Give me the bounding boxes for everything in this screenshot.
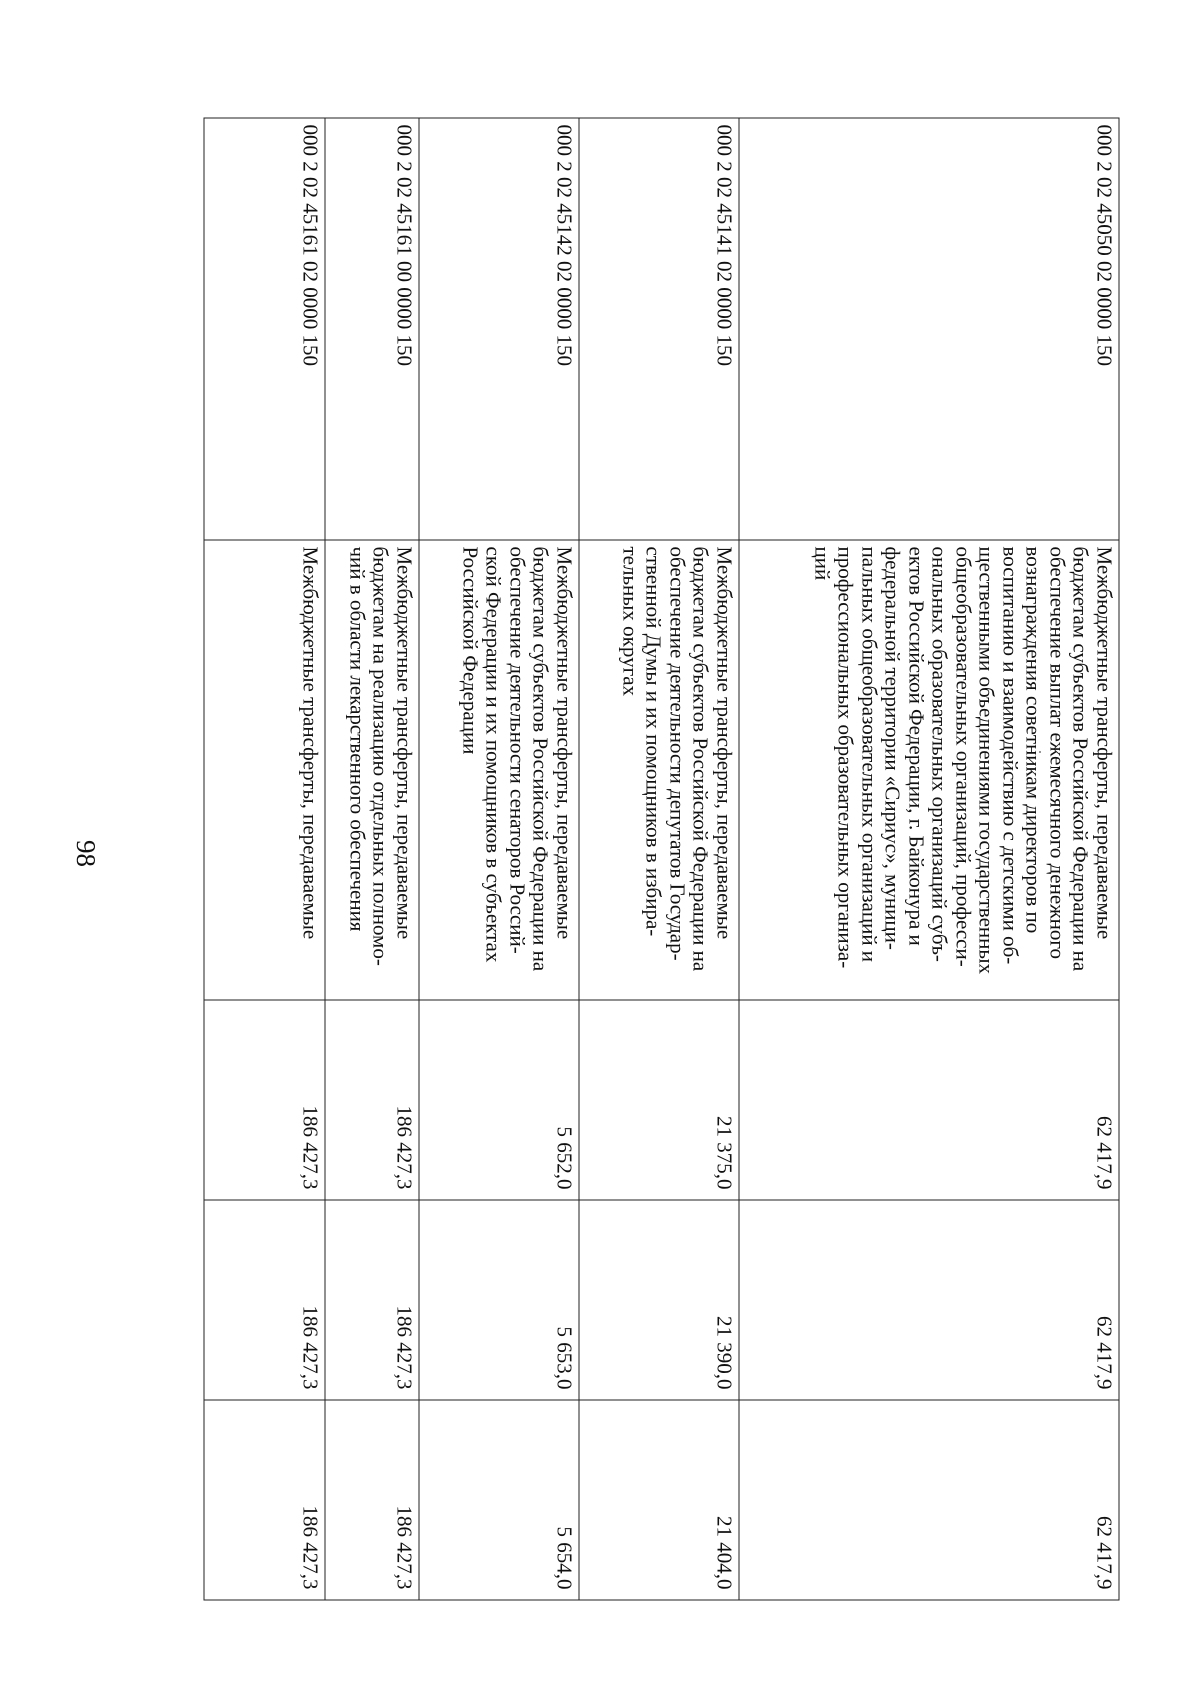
amount-year-2-cell: 186 427,3 <box>204 1200 325 1400</box>
amount-year-1-cell: 186 427,3 <box>204 1000 325 1200</box>
amount-year-2-cell: 186 427,3 <box>325 1200 419 1400</box>
amount-year-1-cell: 21 375,0 <box>579 1000 739 1200</box>
transfer-description-cell: Межбюджетные трансферты, передаваемые бюджетам субъектов Российской Федерации на обеспечение выплат ежемесячного денежного вознаграждения советникам директоров по воспитанию и взаимодействию с детскими об- щественными объединениями государственных общеобразовательных организаций, професси- ональных образовательных организаций субъ- ектов Российской Федерации, г. Байконура и федеральной территории «Сириус», муници- пальных общеобразовательных организаций и профессиональных образовательных организа- ций <box>739 540 1119 1000</box>
table-row <box>325 118 419 1600</box>
amount-year-1-cell: 186 427,3 <box>325 1000 419 1200</box>
budget-code-cell: 000 2 02 45161 02 0000 150 <box>204 118 325 540</box>
amount-year-3-cell: 186 427,3 <box>325 1400 419 1600</box>
table-row <box>204 118 325 1600</box>
amount-year-1-cell: 5 652,0 <box>419 1000 579 1200</box>
transfer-description-cell: Межбюджетные трансферты, передаваемые бюджетам субъектов Российской Федерации на обеспечение деятельности депутатов Государ- ственной Думы и их помощников в избира- тельных округах <box>579 540 739 1000</box>
page-number: 98 <box>71 840 101 867</box>
budget-code-cell: 000 2 02 45161 00 0000 150 <box>325 118 419 540</box>
amount-year-3-cell: 62 417,9 <box>739 1400 1119 1600</box>
amount-year-2-cell: 21 390,0 <box>579 1200 739 1400</box>
amount-year-1-cell: 62 417,9 <box>739 1000 1119 1200</box>
table-row <box>419 118 579 1600</box>
budget-code-cell: 000 2 02 45050 02 0000 150 <box>739 118 1119 540</box>
table-row <box>739 118 1119 1600</box>
transfer-description-cell: Межбюджетные трансферты, передаваемые <box>204 540 325 1000</box>
table-row <box>579 118 739 1600</box>
transfer-description-cell: Межбюджетные трансферты, передаваемые бюджетам на реализацию отдельных полномо- чий в области лекарственного обеспечения <box>325 540 419 1000</box>
amount-year-3-cell: 5 654,0 <box>419 1400 579 1600</box>
budget-table <box>204 118 1120 1601</box>
amount-year-2-cell: 62 417,9 <box>739 1200 1119 1400</box>
amount-year-3-cell: 186 427,3 <box>204 1400 325 1600</box>
amount-year-2-cell: 5 653,0 <box>419 1200 579 1400</box>
budget-table-container <box>205 118 1120 1598</box>
budget-code-cell: 000 2 02 45142 02 0000 150 <box>419 118 579 540</box>
budget-code-cell: 000 2 02 45141 02 0000 150 <box>579 118 739 540</box>
transfer-description-cell: Межбюджетные трансферты, передаваемые бюджетам субъектов Российской Федерации на обеспечение деятельности сенаторов Россий- ской Федерации и их помощников в субъектах Российской Федерации <box>419 540 579 1000</box>
amount-year-3-cell: 21 404,0 <box>579 1400 739 1600</box>
